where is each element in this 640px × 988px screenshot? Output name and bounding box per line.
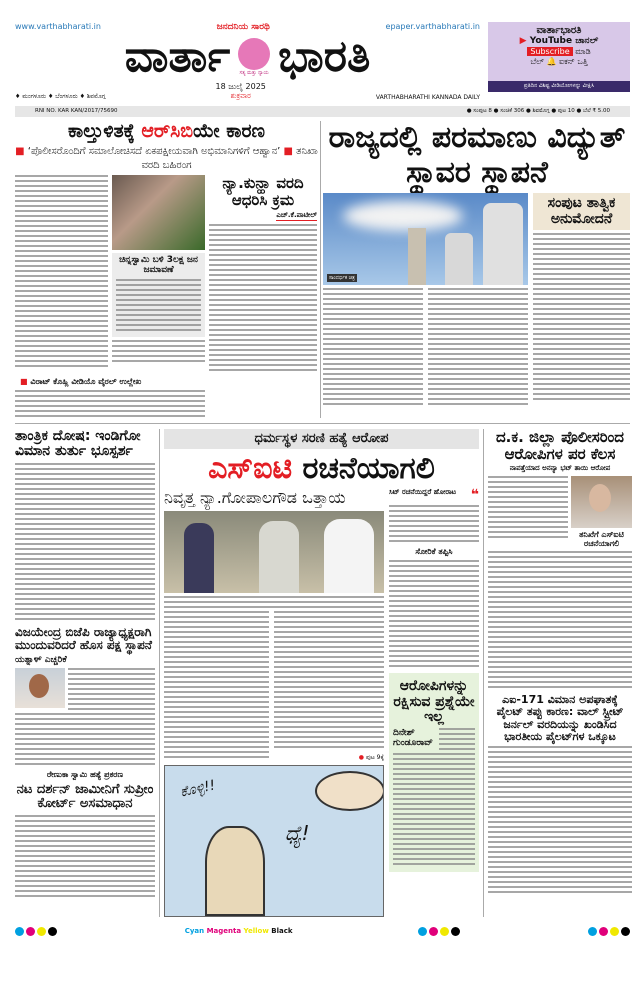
quote1-title: ಸಿಟ್ ರಚನೆಯಿದ್ದರೆ ಹೋರಾಟ xyxy=(389,488,457,497)
tagline: ಜನದನಿಯ ಸಾರಥಿ xyxy=(216,22,270,32)
ad-subscribe-suffix: ಮಾಡಿ xyxy=(575,47,591,56)
editorial-cartoon: ಕೊಳ್ಳಿ!! ಧ್ಯೆ! xyxy=(164,765,384,917)
darshan-kicker: ರೇಣುಕಾ ಸ್ವಾಮಿ ಹತ್ಯೆ ಪ್ರಕರಣ xyxy=(46,770,124,780)
dinesh-byline: ದಿನೇಶ್ ಗುಂಡೂರಾವ್ xyxy=(393,728,433,749)
color-registration xyxy=(15,921,632,940)
ad-youtube: ▶ YouTube ಚಾನಲ್ xyxy=(519,36,599,46)
stadium-crowd-photo xyxy=(112,175,205,250)
sit-subhead: ನಿವೃತ್ತ ನ್ಯಾ.ಗೋಪಾಲಗೌಡ ಒತ್ತಾಯ xyxy=(164,488,346,508)
rcb-body-col1 xyxy=(15,175,108,367)
rcb-story xyxy=(15,121,318,418)
row-top-stories xyxy=(15,121,632,418)
kunha-body xyxy=(209,224,317,374)
dk-body-b xyxy=(488,551,632,691)
yatnal-body-b xyxy=(15,713,155,768)
darshan-body xyxy=(15,815,155,900)
daily-label: VARTHABHARATHI KANNADA DAILY xyxy=(375,94,480,102)
indigo-body xyxy=(15,463,155,623)
quote1-body xyxy=(389,505,479,545)
cmyk-labels: Cyan Magenta Yellow Black xyxy=(184,927,293,936)
photo-caption: ಚಿನ್ನಸ್ವಾಮಿ ಬಳಿ 3ಲಕ್ಷ ಜನ ಜಮಾವಣೆ xyxy=(119,255,198,275)
dk-police-headline: ದ.ಕ. ಜಿಲ್ಲಾ ಪೊಲೀಸರಿಂದ ಆರೋಪಿಗಳ ಪರ ಕೆಲಸ xyxy=(495,428,624,463)
nuclear-story xyxy=(323,121,631,418)
issue-info: ● ಸಂಪುಟ 8 ● ಸಂಚಿಕೆ 306 ● ಶಿವಮೊಗ್ಗ ● ಪುಟ 10 ● ಬೆಲೆ ₹ 5.00 xyxy=(466,108,610,115)
registration-dots-right xyxy=(588,921,632,940)
kunha-headline: ನ್ಯಾ.ಕುನ್ಹಾ ವರದಿ ಆಧರಿಸಿ ಕ್ರಮ xyxy=(222,174,304,209)
indigo-headline: ತಾಂತ್ರಿಕ ದೋಷ: ಇಂಡಿಗೋ ವಿಮಾನ ತುರ್ತು ಭೂಸ್ಪರ್ಶ xyxy=(15,428,141,460)
ai171-body xyxy=(488,746,632,896)
yatnal-headline: ವಿಜಯೇಂದ್ರ ಬಿಜೆಪಿ ರಾಜ್ಯಾಧ್ಯಕ್ಷರಾಗಿ ಮುಂದುವರಿದರೆ ಹೊಸ ಪಕ್ಷ ಸ್ಥಾಪನೆ xyxy=(15,624,152,653)
registration-dots-center xyxy=(418,921,462,940)
quote2-body xyxy=(389,560,479,670)
epaper-link[interactable]: epaper.varthabharati.in xyxy=(385,22,480,31)
ai171-headline: ಎಐ-171 ವಿಮಾನ ಅಪಘಾತಕ್ಕೆ ಪೈಲಟ್ ತಪ್ಪು ಕಾರಣ: ವಾಲ್ ಸ್ಟ್ರೀಟ್ ಜರ್ನಲ್ ವರದಿಯನ್ನು ಖಂಡಿಸಿದ ಭಾರತೀಯ ಪೈಲಟ್‌ಗಳ ಒಕ್ಕೂಟ xyxy=(496,693,624,743)
info-bar xyxy=(15,106,630,117)
rcb-headline: ಕಾಲ್ತುಳಿತಕ್ಕೆ ಆರ್‌ಸಿಬಿಯೇ ಕಾರಣ xyxy=(68,120,265,143)
sit-body-col1 xyxy=(164,611,269,761)
ad-footer: ಪ್ರತಿದಿನ ವಿಶಿಷ್ಟ ವೀಡಿಯೋಗಳನ್ನು ವೀಕ್ಷಿಸಿ xyxy=(488,81,630,92)
subscribe-button[interactable]: Subscribe xyxy=(527,47,572,56)
ad-brand: ವಾರ್ತಾಭಾರತಿ xyxy=(536,25,582,36)
cabinet-body xyxy=(533,233,630,403)
rni-number: RNI NO. KAR KAN/2017/75690 xyxy=(35,108,118,115)
dk-photo-caption: ತನಿಖೆಗೆ ಎಸ್‌ಐಟಿ ರಚನೆಯಾಗಲಿ xyxy=(579,529,624,548)
editions: ♦ ಮಂಗಳೂರು ♦ ಬೆಂಗಳೂರು ♦ ಶಿವಮೊಗ್ಗ xyxy=(15,93,106,101)
website-link[interactable]: www.varthabharati.in xyxy=(15,22,101,31)
sit-photo-caption xyxy=(164,596,384,608)
masthead-title-right: ಭಾರತಿ xyxy=(278,31,371,82)
masthead xyxy=(15,22,632,101)
weekday: ಶುಕ್ರವಾರ xyxy=(230,92,251,101)
nuclear-plant-photo: ಸಾಂದರ್ಭಿಕ ಚಿತ್ರ xyxy=(323,193,528,285)
logo-icon: ಸತ್ಯ ಮತ್ತು ನ್ಯಾಯ xyxy=(238,38,270,76)
quote2-title: ಸೋರಿಕೆ ತಪ್ಪಿಸಿ xyxy=(415,547,453,557)
ad-bell: ಬೆಲ್ 🔔 ಐಕನ್ ಒತ್ತಿ xyxy=(530,57,588,66)
youtube-ad[interactable] xyxy=(488,22,630,92)
sit-headline: ಎಸ್‌ಐಟಿ ರಚನೆಯಾಗಲಿ xyxy=(208,451,435,487)
photo-caption-box xyxy=(112,253,205,337)
dinesh-headline: ಆರೋಪಿಗಳನ್ನು ರಕ್ಷಿಸುವ ಪ್ರಶ್ನೆಯೇ ಇಲ್ಲ xyxy=(393,678,475,725)
nuclear-body-col1 xyxy=(323,288,423,408)
yatnal-photo xyxy=(15,668,65,708)
yatnal-body-a xyxy=(68,668,155,710)
rcb-body-col2 xyxy=(112,340,205,362)
youtube-icon: ▶ xyxy=(519,36,527,46)
continued-link[interactable]: ● ಪುಟ 9ಕ್ಕೆ xyxy=(358,754,384,762)
ananya-mother-photo xyxy=(571,476,632,528)
sit-kicker: ಧರ್ಮಸ್ಥಳ ಸರಣಿ ಹತ್ಯೆ ಆರೋಪ xyxy=(164,429,479,449)
masthead-title-left: ವಾರ್ತಾ xyxy=(124,31,231,82)
gopalagowda-press-photo xyxy=(164,511,384,593)
rcb-bullet: ■ ವಿರಾಟ್ ಕೊಹ್ಲಿ ವೀಡಿಯೊ ವೈರಲ್ ಉಲ್ಲೇಖ xyxy=(20,377,142,387)
kunha-byline: ಎಚ್.ಕೆ.ಪಾಟೀಲ್ xyxy=(276,211,317,220)
registration-dots-left xyxy=(15,921,59,940)
dk-body-a xyxy=(488,476,568,541)
quote-icon: ❝ xyxy=(470,487,479,504)
nuclear-headline: ರಾಜ್ಯದಲ್ಲಿ ಪರಮಾಣು ವಿದ್ಯುತ್ ಸ್ಥಾವರ ಸ್ಥಾಪನೆ xyxy=(328,120,626,190)
row-bottom-stories xyxy=(15,429,632,917)
nuclear-body-col2 xyxy=(428,288,528,408)
dk-subhead: ನಾಪತ್ತೆಯಾದ ಅನನ್ಯಾ ಭಟ್ ತಾಯಿ ಆರೋಪ xyxy=(509,464,611,473)
sit-body-col2 xyxy=(274,611,384,751)
darshan-headline: ನಟ ದರ್ಶನ್ ಜಾಮೀನಿಗೆ ಸುಪ್ರೀಂ ಕೋರ್ಟ್ ಅಸಮಾಧಾನ xyxy=(16,782,154,812)
cabinet-approval-box: ಸಂಪುಟ ತಾತ್ವಿಕ ಅನುಮೋದನೆ xyxy=(533,193,630,230)
date: 18 ಜುಲೈ 2025 xyxy=(215,82,266,92)
rcb-subheads: ■ ‘ಪೊಲೀಸರೊಂದಿಗೆ ಸಮಾಲೋಚಿಸದೆ ಏಕಪಕ್ಷೀಯವಾಗಿ ಅಭಿಮಾನಿಗಳಿಗೆ ಆಹ್ವಾನ’ ■ ತನಿಖಾ ವರದಿ ಬಹಿರಂಗ xyxy=(15,146,318,171)
yatnal-byline: ಯತ್ನಾಳ್ ಎಚ್ಚರಿಕೆ xyxy=(15,655,67,666)
dinesh-box xyxy=(389,673,479,872)
rcb-body-bottom xyxy=(15,390,205,418)
divider xyxy=(15,423,630,424)
